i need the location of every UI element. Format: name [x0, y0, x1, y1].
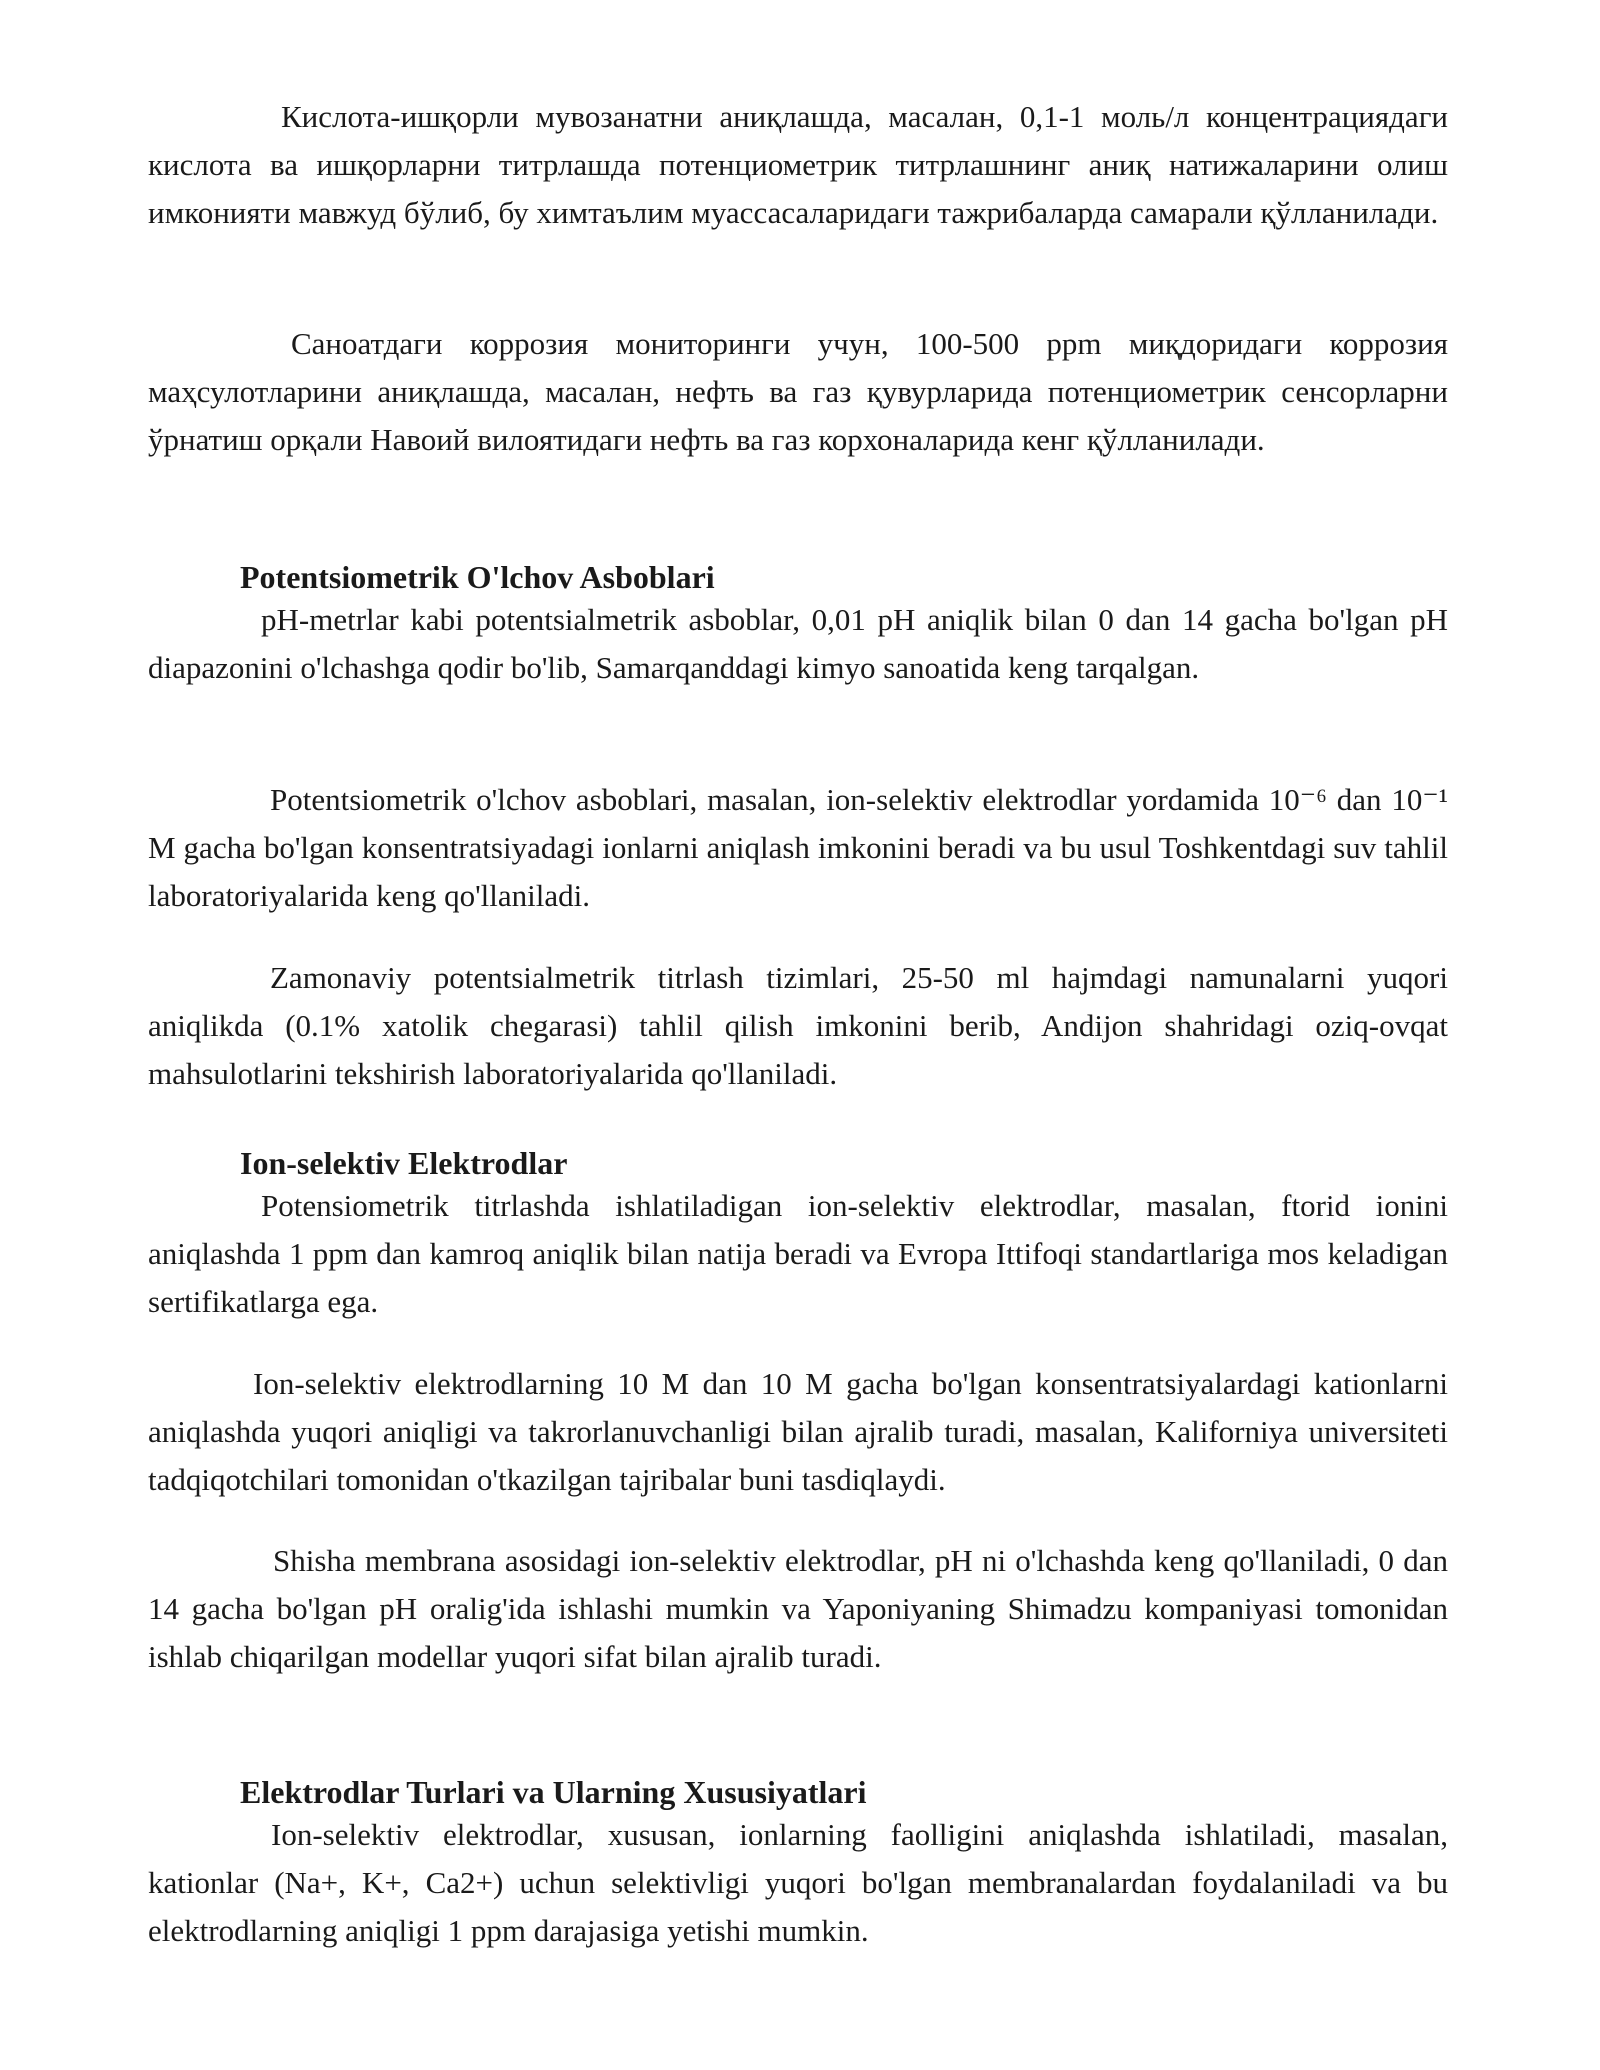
paragraph-text: Ion-selektiv elektrodlarning 10 M dan 10 M gacha bo'lgan konsentratsiyalardagi kationlarni aniqlashda yuqori aniqligi va takrorlanuvchanligi bilan ajralib turadi, masalan, Kaliforniya universiteti tadqiqotchilari tomonidan o'tkazilgan tajribalar buni tasdiqlaydi.: [148, 1366, 1448, 1497]
paragraph-text: Кислота-ишқорли мувозанатни аниқлашда, масалан, 0,1-1 моль/л концентрациядаги кислота ва ишқорларни титрлашда потенциометрик титрлашнинг аниқ натижаларини олиш имконияти мавжуд бўлиб, бу химтаълим муассасаларидаги тажрибаларда самарали қўлланилади.: [148, 99, 1448, 230]
paragraph-text: Zamonaviy potentsialmetrik titrlash tizimlari, 25-50 ml hajmdagi namunalarni yuqori aniqlikda (0.1% xatolik chegarasi) tahlil qilish imkonini berib, Andijon shahridagi oziq-ovqat mahsulotlarini tekshirish laboratoriyalarida qo'llaniladi.: [148, 960, 1448, 1091]
section-heading-electrode-types: Elektrodlar Turlari va Ularning Xususiyatlari: [240, 1774, 867, 1810]
paragraph-glass-membrane: [148, 1537, 1448, 1681]
section-heading-ion-selective-electrodes: Ion-selektiv Elektrodlar: [240, 1145, 568, 1181]
paragraph-text: Саноатдаги коррозия мониторинги учун, 100-500 ppm миқдоридаги коррозия маҳсулотларини аниқлашда, масалан, нефть ва газ қувурларида потенциометрик сенсорларни ўрнатиш орқали Навоий вилоятидаги нефть ва газ корхоналарида кенг қўлланилади.: [148, 326, 1448, 457]
paragraph-text: Potentsiometrik o'lchov asboblari, masalan, ion-selektiv elektrodlar yordamida 10⁻⁶ dan 10⁻¹ M gacha bo'lgan konsentratsiyadagi ionlarni aniqlash imkonini beradi va bu usul Toshkentdagi suv tahlil laboratoriyalarida keng qo'llaniladi.: [148, 782, 1448, 913]
paragraph-titration-systems: [148, 954, 1448, 1098]
paragraph-ion-selective-instruments: [148, 776, 1448, 920]
paragraph-corrosion-monitoring: [148, 320, 1448, 464]
section-heading-potentiometric-instruments: Potentsiometrik O'lchov Asboblari: [240, 559, 715, 595]
paragraph-ion-activity: [148, 1811, 1448, 1955]
paragraph-acid-base-titration: [148, 93, 1448, 237]
paragraph-ph-meters: [148, 596, 1448, 692]
paragraph-text: Shisha membrana asosidagi ion-selektiv elektrodlar, pH ni o'lchashda keng qo'llaniladi, 0 dan 14 gacha bo'lgan pH oralig'ida ishlashi mumkin va Yaponiyaning Shimadzu kompaniyasi tomonidan ishlab chiqarilgan modellar yuqori sifat bilan ajralib turadi.: [148, 1543, 1448, 1674]
paragraph-cation-detection: [148, 1360, 1448, 1504]
paragraph-text: Ion-selektiv elektrodlar, xususan, ionlarning faolligini aniqlashda ishlatiladi, masalan, kationlar (Na+, K+, Ca2+) uchun selektivligi yuqori bo'lgan membranalardan foydalaniladi va bu elektrodlarning aniqligi 1 ppm darajasiga yetishi mumkin.: [148, 1817, 1448, 1948]
paragraph-fluoride-electrodes: [148, 1182, 1448, 1326]
paragraph-text: Potensiometrik titrlashda ishlatiladigan ion-selektiv elektrodlar, masalan, ftorid ionini aniqlashda 1 ppm dan kamroq aniqlik bilan natija beradi va Evropa Ittifoqi standartlariga mos keladigan sertifikatlarga ega.: [148, 1188, 1448, 1319]
paragraph-text: pH-metrlar kabi potentsialmetrik asboblar, 0,01 pH aniqlik bilan 0 dan 14 gacha bo'lgan pH diapazonini o'lchashga qodir bo'lib, Samarqanddagi kimyo sanoatida keng tarqalgan.: [148, 602, 1448, 685]
